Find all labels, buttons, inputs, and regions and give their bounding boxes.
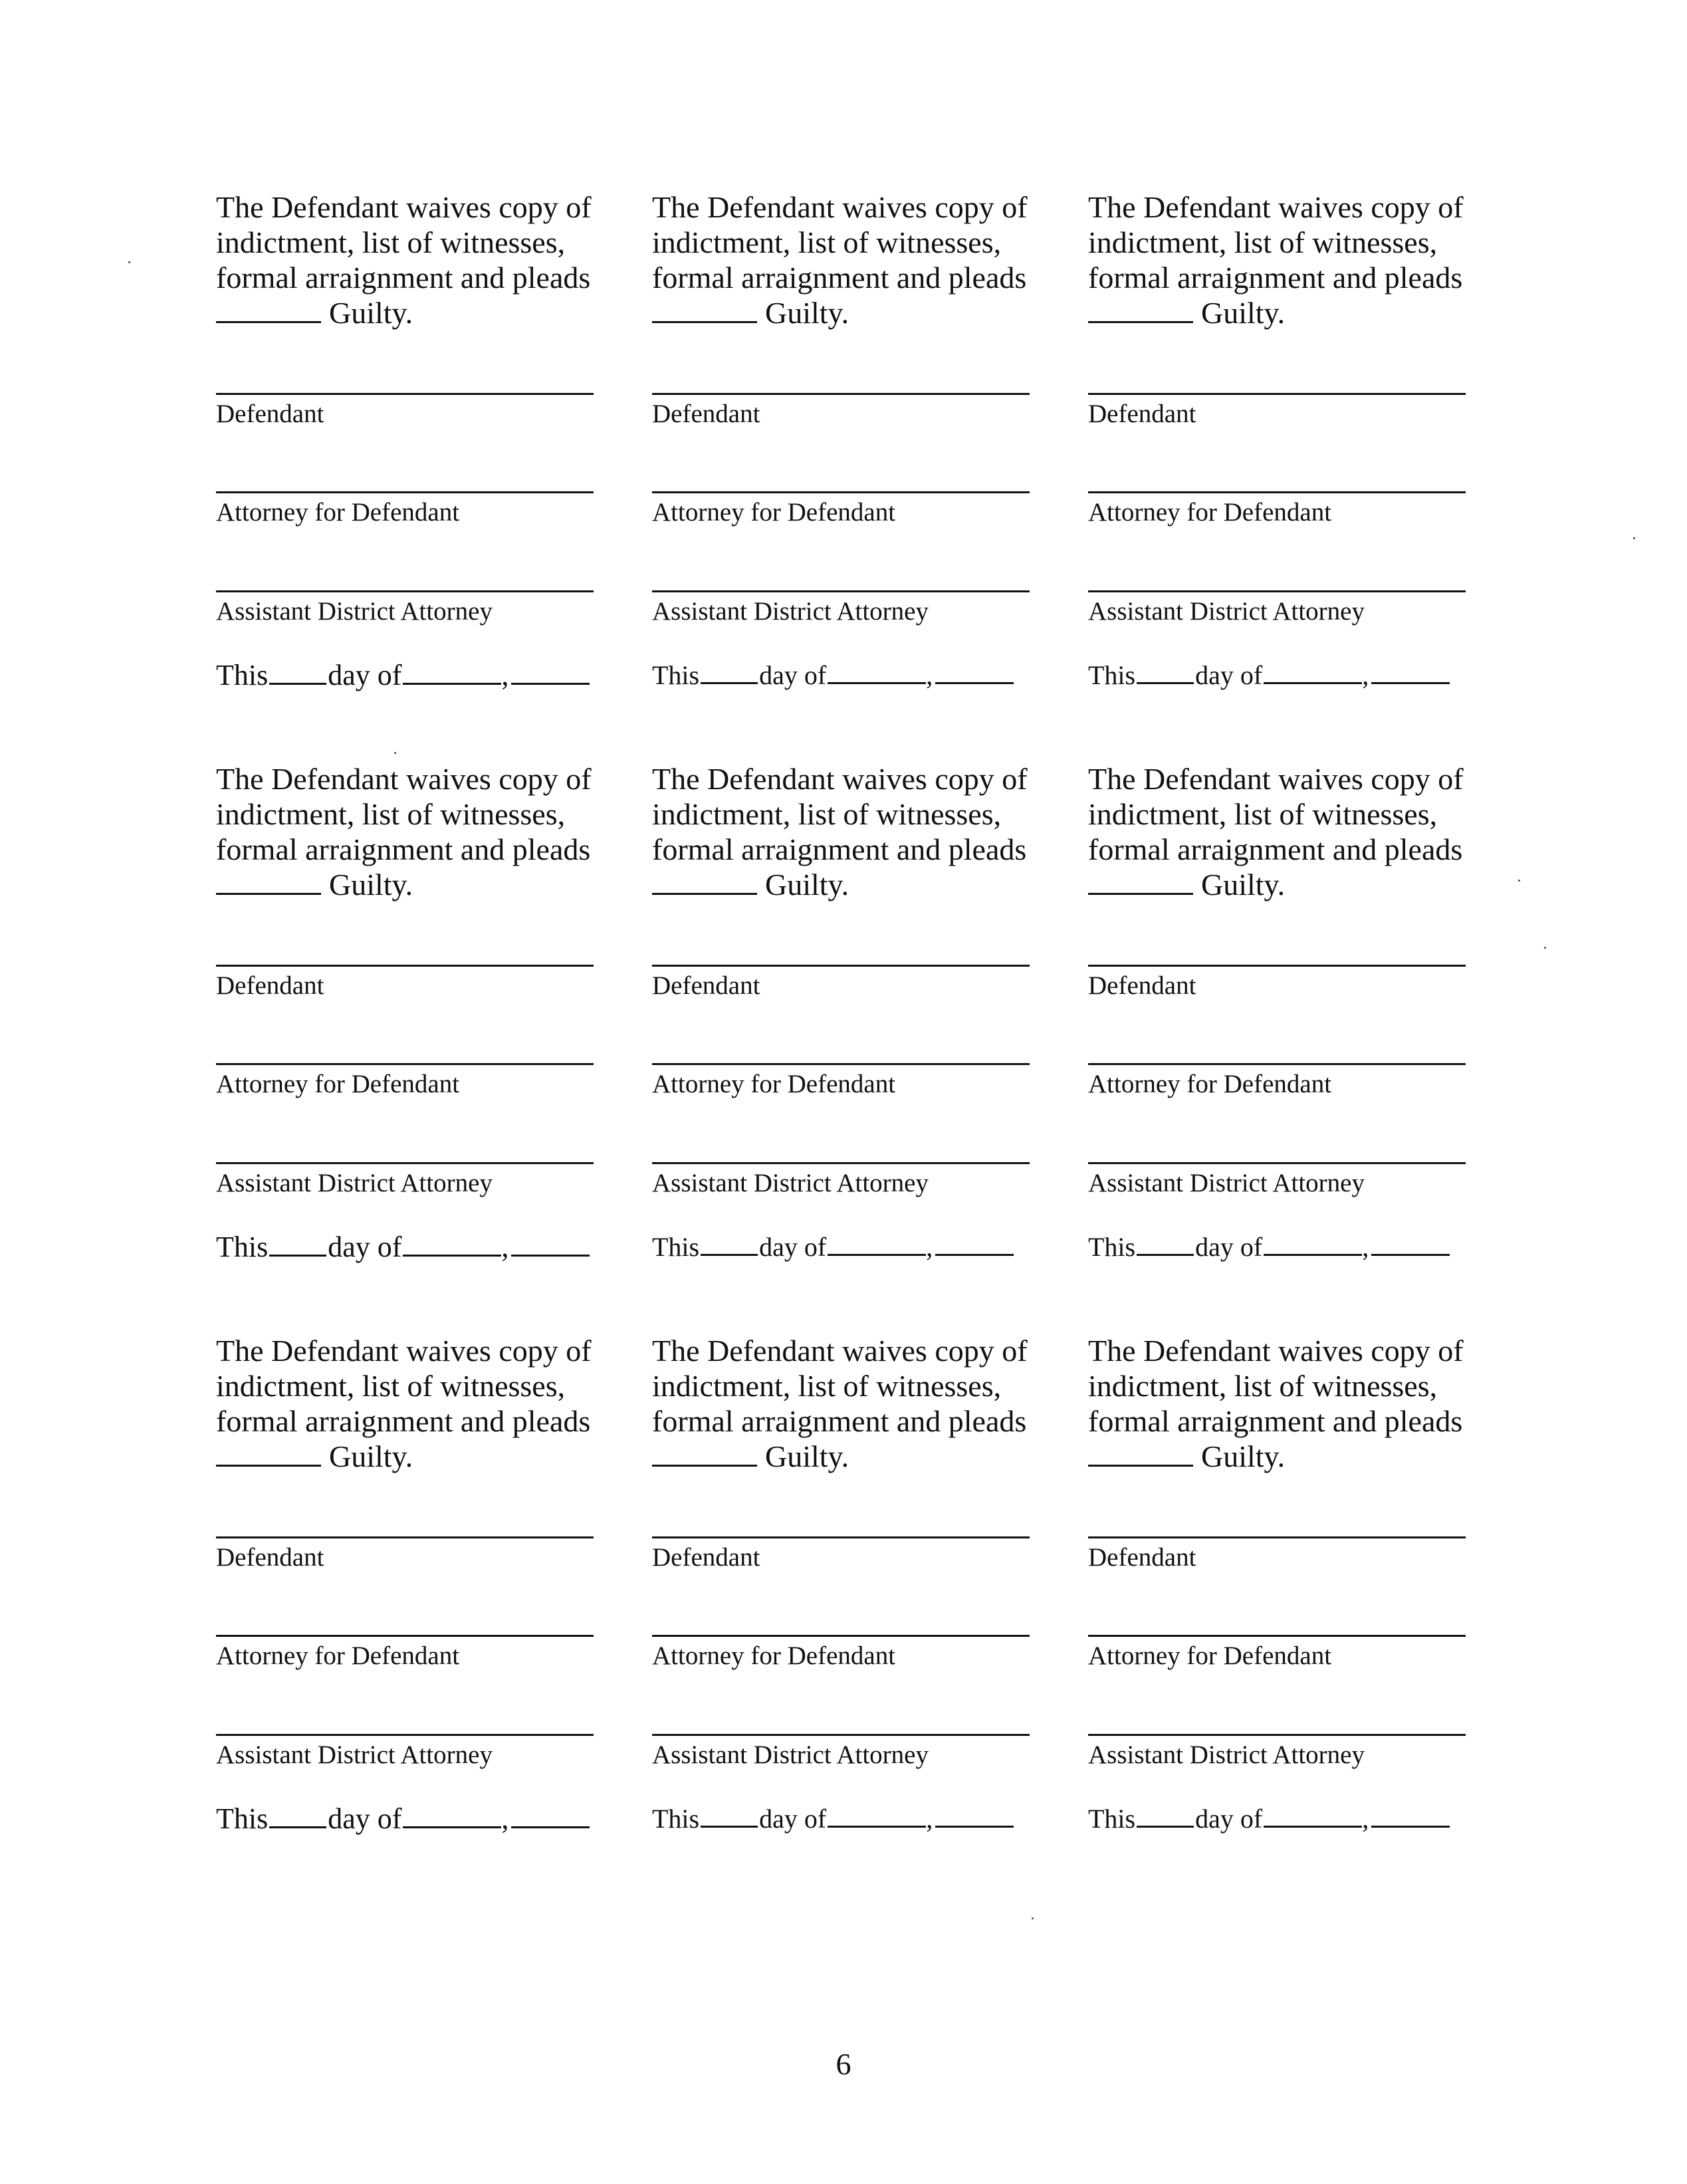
defendant-signature-line[interactable]: [652, 965, 1030, 967]
date-this: This: [652, 1804, 700, 1834]
date-this: This: [216, 659, 269, 691]
date-comma: ,: [1362, 1232, 1369, 1262]
day-blank[interactable]: [1137, 1233, 1194, 1256]
waiver-line-1: The Defendant waives copy of: [1088, 762, 1464, 796]
defendant-signature: [652, 393, 1030, 429]
waiver-line-2: indictment, list of witnesses,: [652, 1369, 1002, 1403]
waiver-line-1: The Defendant waives copy of: [216, 190, 592, 224]
attorney-signature-line[interactable]: [652, 1635, 1030, 1637]
attorney-label: Attorney for Defendant: [652, 498, 896, 527]
date-line: [216, 1802, 590, 1836]
date-this: This: [216, 1231, 269, 1263]
waiver-line-1: The Defendant waives copy of: [216, 1334, 592, 1368]
ada-signature-line[interactable]: [1088, 590, 1466, 592]
ada-label: Assistant District Attorney: [652, 1169, 929, 1197]
attorney-signature-line[interactable]: [1088, 491, 1466, 493]
year-blank[interactable]: [935, 1804, 1014, 1828]
plea-blank[interactable]: [652, 299, 757, 323]
date-line: [652, 658, 1014, 693]
plea-word: Guilty.: [1201, 296, 1286, 330]
waiver-line-3: formal arraignment and pleads: [1088, 1404, 1463, 1438]
ada-signature: [652, 590, 1030, 627]
date-line: [1088, 1230, 1450, 1265]
plea-word: Guilty.: [765, 296, 849, 330]
defendant-signature-line[interactable]: [1088, 965, 1466, 967]
plea-word: Guilty.: [765, 1439, 849, 1473]
month-blank[interactable]: [403, 1805, 501, 1828]
ada-signature: [652, 1734, 1030, 1770]
ada-signature-line[interactable]: [652, 590, 1030, 592]
plea-line: [1088, 1439, 1285, 1473]
plea-line: [652, 296, 849, 330]
date-comma: ,: [926, 1804, 933, 1834]
waiver-line-3: formal arraignment and pleads: [216, 832, 591, 866]
attorney-signature: [1088, 1635, 1466, 1671]
scan-speck: [1032, 1917, 1034, 1919]
defendant-label: Defendant: [216, 400, 324, 428]
ada-signature: [216, 590, 594, 627]
plea-blank[interactable]: [216, 870, 321, 895]
waiver-form-grid: [216, 189, 1466, 1905]
waiver-text: [1088, 189, 1466, 330]
plea-word: Guilty.: [329, 868, 413, 902]
month-blank[interactable]: [828, 1804, 926, 1828]
ada-label: Assistant District Attorney: [1088, 1169, 1365, 1197]
ada-label: Assistant District Attorney: [216, 597, 493, 626]
plea-blank[interactable]: [1088, 870, 1193, 895]
plea-word: Guilty.: [1201, 868, 1286, 902]
defendant-signature-line[interactable]: [216, 965, 594, 967]
attorney-label: Attorney for Defendant: [652, 1641, 896, 1670]
attorney-signature: [216, 1635, 594, 1671]
waiver-line-3: formal arraignment and pleads: [216, 1404, 591, 1438]
attorney-signature-line[interactable]: [216, 1063, 594, 1065]
waiver-line-3: formal arraignment and pleads: [1088, 261, 1463, 295]
date-line: [652, 1802, 1014, 1836]
waiver-block: [1088, 189, 1466, 761]
month-blank[interactable]: [1264, 1233, 1362, 1256]
ada-signature: [216, 1734, 594, 1770]
plea-line: [216, 868, 413, 902]
date-day-of: day of: [759, 1232, 827, 1262]
attorney-signature: [652, 1635, 1030, 1671]
waiver-block: [652, 189, 1030, 761]
date-day-of: day of: [759, 660, 827, 690]
ada-signature: [1088, 1162, 1466, 1199]
date-day-of: day of: [1195, 660, 1263, 690]
waiver-line-2: indictment, list of witnesses,: [1088, 225, 1438, 259]
defendant-signature-line[interactable]: [652, 1536, 1030, 1538]
date-line: [1088, 1802, 1450, 1836]
year-blank[interactable]: [511, 1233, 590, 1257]
year-blank[interactable]: [1371, 661, 1450, 684]
day-blank[interactable]: [701, 661, 758, 684]
defendant-label: Defendant: [216, 1543, 324, 1572]
attorney-label: Attorney for Defendant: [652, 1070, 896, 1098]
defendant-signature-line[interactable]: [652, 393, 1030, 395]
plea-blank[interactable]: [1088, 299, 1193, 323]
date-this: This: [216, 1802, 269, 1835]
waiver-text: [652, 761, 1030, 902]
attorney-signature: [216, 491, 594, 528]
defendant-label: Defendant: [652, 1543, 760, 1572]
waiver-line-3: formal arraignment and pleads: [216, 261, 591, 295]
waiver-line-2: indictment, list of witnesses,: [652, 797, 1002, 831]
day-blank[interactable]: [269, 662, 326, 685]
date-day-of: day of: [328, 659, 402, 691]
year-blank[interactable]: [511, 1805, 590, 1828]
ada-signature-line[interactable]: [216, 1734, 594, 1736]
day-blank[interactable]: [1137, 1804, 1194, 1828]
waiver-block: [216, 1333, 594, 1905]
waiver-text: [216, 189, 594, 330]
ada-label: Assistant District Attorney: [1088, 597, 1365, 626]
waiver-text: [652, 1333, 1030, 1474]
attorney-signature: [1088, 1063, 1466, 1100]
ada-label: Assistant District Attorney: [652, 597, 929, 626]
month-blank[interactable]: [403, 662, 501, 685]
waiver-block: [1088, 1333, 1466, 1905]
date-line: [652, 1230, 1014, 1265]
plea-line: [1088, 296, 1285, 330]
defendant-label: Defendant: [1088, 971, 1196, 1000]
plea-word: Guilty.: [1201, 1439, 1286, 1473]
defendant-label: Defendant: [1088, 400, 1196, 428]
month-blank[interactable]: [828, 1233, 926, 1256]
day-blank[interactable]: [1137, 661, 1194, 684]
waiver-block: [652, 1333, 1030, 1905]
attorney-signature-line[interactable]: [1088, 1635, 1466, 1637]
scan-speck: [128, 261, 130, 263]
month-blank[interactable]: [403, 1233, 501, 1257]
plea-blank[interactable]: [216, 1442, 321, 1467]
defendant-signature-line[interactable]: [216, 1536, 594, 1538]
waiver-line-3: formal arraignment and pleads: [652, 261, 1027, 295]
date-line: [1088, 658, 1450, 693]
plea-blank[interactable]: [652, 1442, 757, 1467]
scan-speck: [1544, 947, 1546, 949]
defendant-signature: [652, 1536, 1030, 1573]
waiver-line-2: indictment, list of witnesses,: [1088, 1369, 1438, 1403]
ada-label: Assistant District Attorney: [1088, 1741, 1365, 1769]
date-day-of: day of: [328, 1231, 402, 1263]
waiver-text: [652, 189, 1030, 330]
day-blank[interactable]: [701, 1804, 758, 1828]
defendant-signature: [1088, 965, 1466, 1001]
waiver-block: [216, 189, 594, 761]
ada-signature-line[interactable]: [216, 1162, 594, 1164]
day-blank[interactable]: [701, 1233, 758, 1256]
waiver-line-3: formal arraignment and pleads: [652, 1404, 1027, 1438]
month-blank[interactable]: [828, 661, 926, 684]
date-comma: ,: [926, 1232, 933, 1262]
waiver-text: [216, 761, 594, 902]
date-this: This: [1088, 660, 1136, 690]
defendant-signature: [216, 1536, 594, 1573]
defendant-label: Defendant: [652, 971, 760, 1000]
ada-signature-line[interactable]: [1088, 1734, 1466, 1736]
date-day-of: day of: [1195, 1232, 1263, 1262]
date-comma: ,: [501, 1802, 509, 1835]
date-day-of: day of: [1195, 1804, 1263, 1834]
ada-signature: [216, 1162, 594, 1199]
ada-label: Assistant District Attorney: [652, 1741, 929, 1769]
attorney-label: Attorney for Defendant: [216, 1641, 460, 1670]
waiver-line-2: indictment, list of witnesses,: [216, 225, 566, 259]
scan-speck: [1633, 537, 1635, 539]
attorney-signature-line[interactable]: [1088, 1063, 1466, 1065]
attorney-signature: [652, 1063, 1030, 1100]
date-comma: ,: [1362, 1804, 1369, 1834]
attorney-signature-line[interactable]: [216, 1635, 594, 1637]
ada-signature: [1088, 590, 1466, 627]
plea-blank[interactable]: [652, 870, 757, 895]
attorney-label: Attorney for Defendant: [216, 498, 460, 527]
attorney-label: Attorney for Defendant: [1088, 498, 1332, 527]
waiver-line-1: The Defendant waives copy of: [652, 190, 1028, 224]
day-blank[interactable]: [269, 1233, 326, 1257]
defendant-label: Defendant: [1088, 1543, 1196, 1572]
ada-label: Assistant District Attorney: [216, 1169, 493, 1197]
waiver-text: [1088, 1333, 1466, 1474]
waiver-text: [216, 1333, 594, 1474]
attorney-signature-line[interactable]: [652, 1063, 1030, 1065]
scan-speck: [394, 752, 396, 754]
date-day-of: day of: [328, 1802, 402, 1835]
waiver-line-1: The Defendant waives copy of: [216, 762, 592, 796]
date-this: This: [1088, 1232, 1136, 1262]
waiver-line-2: indictment, list of witnesses,: [1088, 797, 1438, 831]
waiver-line-1: The Defendant waives copy of: [652, 1334, 1028, 1368]
attorney-label: Attorney for Defendant: [216, 1070, 460, 1098]
waiver-line-1: The Defendant waives copy of: [1088, 190, 1464, 224]
defendant-signature: [216, 393, 594, 429]
date-day-of: day of: [759, 1804, 827, 1834]
waiver-block: [1088, 761, 1466, 1333]
date-this: This: [652, 1232, 700, 1262]
waiver-line-1: The Defendant waives copy of: [1088, 1334, 1464, 1368]
defendant-signature-line[interactable]: [1088, 1536, 1466, 1538]
plea-word: Guilty.: [329, 1439, 413, 1473]
plea-blank[interactable]: [1088, 1442, 1193, 1467]
defendant-signature-line[interactable]: [1088, 393, 1466, 395]
attorney-signature: [652, 491, 1030, 528]
ada-signature-line[interactable]: [216, 590, 594, 592]
waiver-block: [216, 761, 594, 1333]
plea-line: [216, 1439, 413, 1473]
plea-line: [652, 868, 849, 902]
year-blank[interactable]: [1371, 1233, 1450, 1256]
date-comma: ,: [501, 1231, 509, 1263]
defendant-label: Defendant: [216, 971, 324, 1000]
year-blank[interactable]: [1371, 1804, 1450, 1828]
day-blank[interactable]: [269, 1805, 326, 1828]
waiver-line-3: formal arraignment and pleads: [1088, 832, 1463, 866]
date-comma: ,: [926, 660, 933, 690]
ada-label: Assistant District Attorney: [216, 1741, 493, 1769]
date-comma: ,: [1362, 660, 1369, 690]
waiver-line-3: formal arraignment and pleads: [652, 832, 1027, 866]
plea-line: [1088, 868, 1285, 902]
waiver-block: [652, 761, 1030, 1333]
waiver-text: [1088, 761, 1466, 902]
ada-signature-line[interactable]: [652, 1162, 1030, 1164]
attorney-signature: [1088, 491, 1466, 528]
year-blank[interactable]: [935, 661, 1014, 684]
page-number: 6: [836, 2047, 851, 2081]
plea-line: [652, 1439, 849, 1473]
attorney-signature-line[interactable]: [216, 491, 594, 493]
ada-signature-line[interactable]: [1088, 1162, 1466, 1164]
defendant-signature-line[interactable]: [216, 393, 594, 395]
year-blank[interactable]: [511, 662, 590, 685]
ada-signature: [1088, 1734, 1466, 1770]
year-blank[interactable]: [935, 1233, 1014, 1256]
waiver-line-2: indictment, list of witnesses,: [216, 1369, 566, 1403]
month-blank[interactable]: [1264, 1804, 1362, 1828]
attorney-signature-line[interactable]: [652, 491, 1030, 493]
defendant-label: Defendant: [652, 400, 760, 428]
waiver-line-2: indictment, list of witnesses,: [216, 797, 566, 831]
defendant-signature: [216, 965, 594, 1001]
month-blank[interactable]: [1264, 661, 1362, 684]
scan-speck: [1518, 880, 1520, 882]
defendant-signature: [652, 965, 1030, 1001]
date-this: This: [1088, 1804, 1136, 1834]
waiver-line-1: The Defendant waives copy of: [652, 762, 1028, 796]
defendant-signature: [1088, 1536, 1466, 1573]
plea-word: Guilty.: [765, 868, 849, 902]
date-this: This: [652, 660, 700, 690]
date-line: [216, 658, 590, 693]
date-line: [216, 1230, 590, 1265]
attorney-label: Attorney for Defendant: [1088, 1641, 1332, 1670]
plea-line: [216, 296, 413, 330]
attorney-label: Attorney for Defendant: [1088, 1070, 1332, 1098]
attorney-signature: [216, 1063, 594, 1100]
waiver-line-2: indictment, list of witnesses,: [652, 225, 1002, 259]
plea-blank[interactable]: [216, 299, 321, 323]
defendant-signature: [1088, 393, 1466, 429]
ada-signature: [652, 1162, 1030, 1199]
ada-signature-line[interactable]: [652, 1734, 1030, 1736]
plea-word: Guilty.: [329, 296, 413, 330]
date-comma: ,: [501, 659, 509, 691]
